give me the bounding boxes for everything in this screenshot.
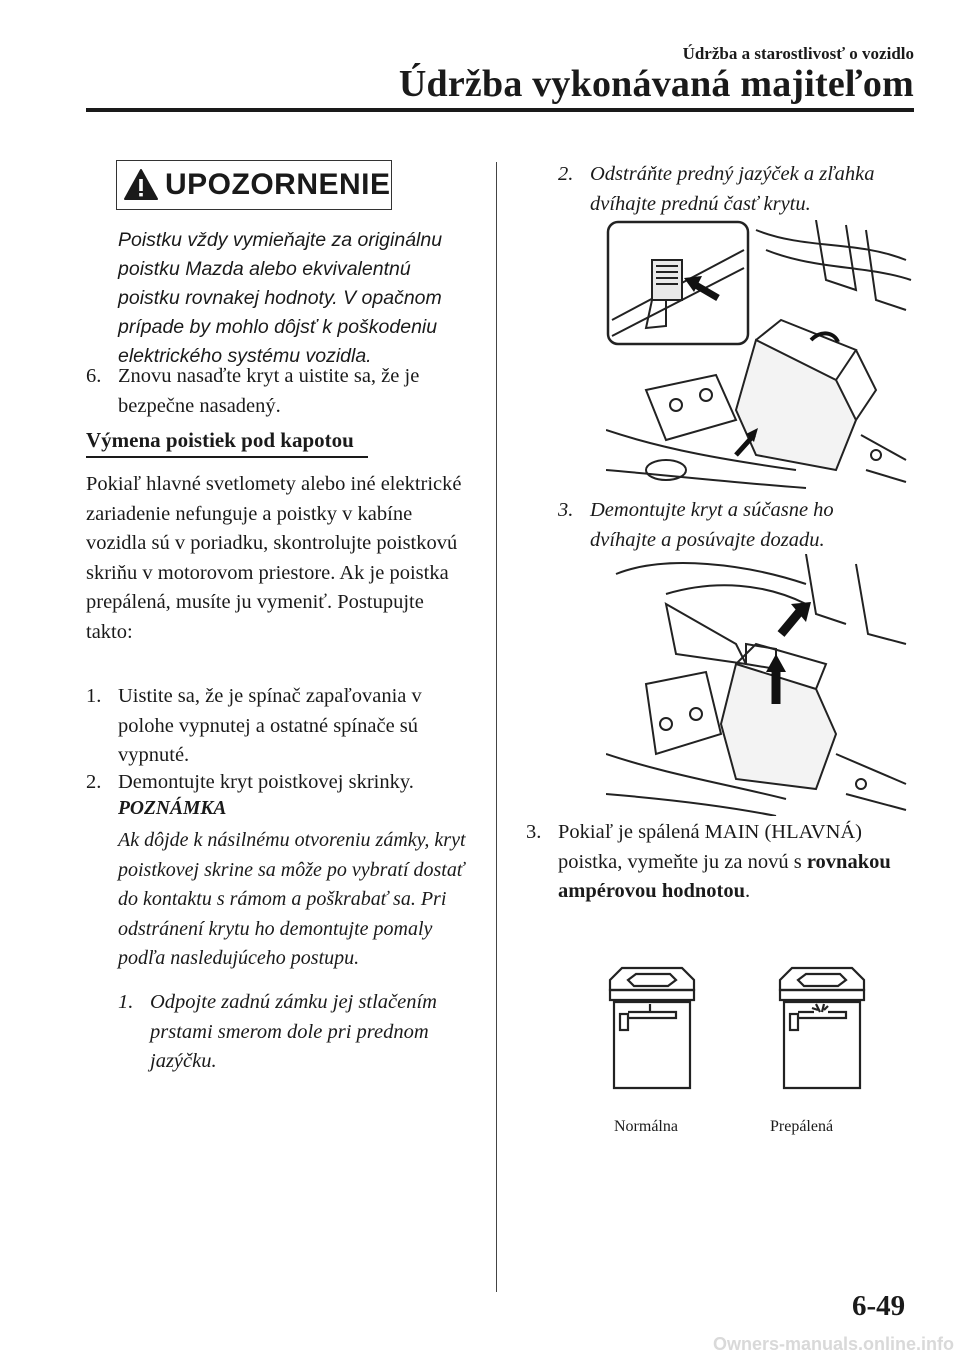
step-number: 1. <box>86 685 102 707</box>
footer-watermark: Owners-manuals.online.info <box>712 1334 954 1354</box>
warning-box <box>116 160 392 210</box>
note-title: POZNÁMKA <box>118 798 227 819</box>
note-substep-2 <box>558 160 918 219</box>
step-text: Demontujte kryt poistkovej skrinky. <box>118 771 414 793</box>
fuse-box-cover-removal-illustration <box>606 554 912 816</box>
step-number: 3. <box>526 821 542 843</box>
warning-icon <box>123 168 159 202</box>
warning-line: prípade by mohlo dôjsť k poškodeniu <box>118 316 438 338</box>
normal-fuse-icon <box>610 968 694 1088</box>
fuse-box-tab-illustration <box>606 220 912 490</box>
substep-number: 1. <box>118 991 134 1013</box>
step-number: 2. <box>86 771 102 793</box>
step-text: Uistite sa, že je spínač zapaľovania v polohe vypnutej a ostatné spínače sú vypnuté. <box>118 685 422 766</box>
warning-line: Poistku vždy vymieňajte za originálnu <box>118 229 443 251</box>
substep-number: 3. <box>558 499 574 521</box>
step-number: 6. <box>86 365 102 387</box>
substep-text: Demontujte kryt a súčasne ho dvíhajte a posúvajte dozadu. <box>590 499 834 551</box>
warning-label: UPOZORNENIE <box>165 168 391 201</box>
note-substep-1 <box>118 988 468 1077</box>
warning-line: poistku rovnakej hodnoty. V opačnom <box>118 287 442 309</box>
header-rule <box>86 108 914 112</box>
column-divider <box>496 162 497 1292</box>
step-text: Znovu nasaďte kryt a uistite sa, že je bezpečne nasadený. <box>118 365 420 417</box>
substep-text: Odpojte zadnú zámku jej stlačením prstami smerom dole pri prednom jazýčku. <box>150 991 437 1072</box>
page-number: 6-49 <box>852 1290 906 1322</box>
fuse-comparison-illustration <box>600 960 870 1100</box>
step-text-part: Pokiaľ je spálená MAIN (HLAVNÁ) poistka, vymeňte ju za novú s <box>558 821 863 873</box>
normal-fuse-label: Normálna <box>614 1118 678 1135</box>
step-1 <box>86 682 466 771</box>
substep-text: Odstráňte predný jazýček a zľahka dvíhajte prednú časť krytu. <box>590 163 875 215</box>
step-3 <box>526 818 926 907</box>
section-underline <box>86 456 368 458</box>
page-title: Údržba vykonávaná majiteľom <box>398 63 914 105</box>
step-text <box>558 818 908 907</box>
note-substep-3 <box>558 496 918 555</box>
substep-number: 2. <box>558 163 574 185</box>
section-heading: Výmena poistiek pod kapotou <box>86 428 354 452</box>
note-body: Ak dôjde k násilnému otvoreniu zámky, kryt poistkovej skrine sa môže po vybratí dostať do kontaktu s rámom a poškrabať sa. Pri odstránení krytu ho demontujte pomaly podľa nasledujúceho postupu. <box>118 829 466 969</box>
step-text-end: . <box>745 880 751 902</box>
step-6 <box>86 362 476 421</box>
warning-line: poistku Mazda alebo ekvivalentnú <box>118 258 411 280</box>
warning-line: elektrického systému vozidla. <box>118 345 372 367</box>
warning-text <box>118 226 468 371</box>
section-intro: Pokiaľ hlavné svetlomety alebo iné elektrické zariadenie nefunguje a poistky v kabíne vozidla sú v poriadku, skontrolujte poistkovú skriňu v motorovom priestore. Ak je poistka prepálená, musíte ju vymeniť. Postupujte takto: <box>86 473 462 643</box>
blown-fuse-label: Prepálená <box>770 1118 834 1135</box>
footer-watermark-area <box>600 1330 960 1360</box>
step-text-bold: rovnakou ampérovou hodnotou <box>558 850 891 902</box>
blown-fuse-icon <box>780 968 864 1088</box>
chapter-subtitle: Údržba a starostlivosť o vozidlo <box>682 44 914 63</box>
step-2 <box>86 768 466 798</box>
